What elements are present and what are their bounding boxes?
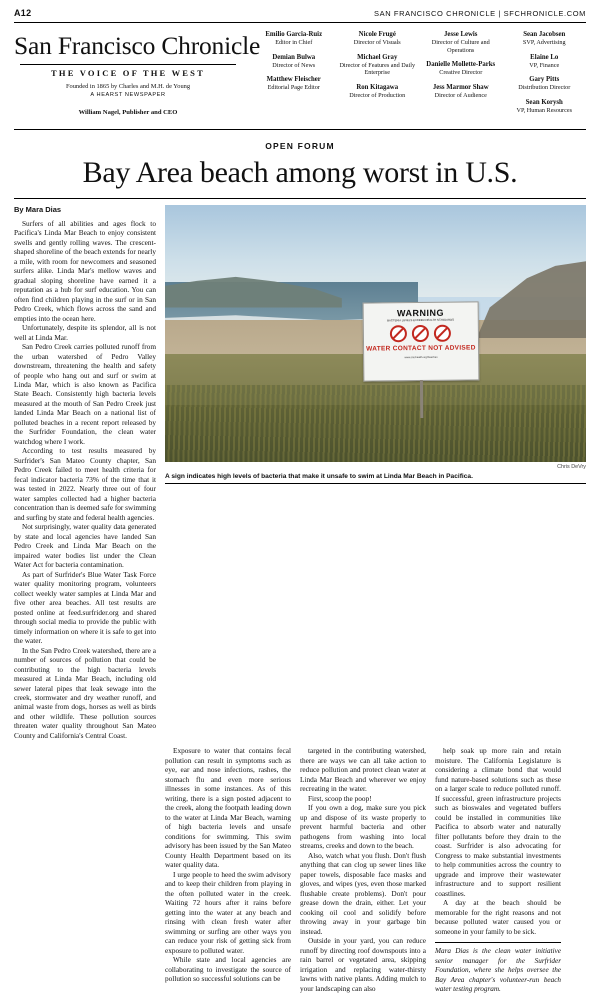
- byline: By Mara Dias: [14, 204, 62, 214]
- paragraph: Exposure to water that contains fecal pollution can result in symptoms such as eye, ear and nose infections, rashes, the stomach flu and even more serious illnesses in some instances. As of this writing, there is a sign posted adjacent to the creek, along the footpath leading down to the water at Linda Mar Beach, warning of high bacteria levels and unsafe conditions for swimming. This swim advisory has been issued by the San Mateo County Health Department based on its water quality data.: [165, 746, 291, 870]
- warning-sign-title: WARNING: [396, 308, 444, 319]
- lower-content: [0, 746, 600, 994]
- warning-sign-subtitle: BACTERIA LEVELS EXCEED HEALTH STANDARDS: [386, 318, 454, 323]
- paragraph: Not surprisingly, water quality data generated by state and local agencies have landed San Pedro Creek and Linda Mar Beach on the impaired water bodies list under the Clean Water Act for bacteria contamination.: [14, 522, 156, 570]
- paragraph: In the San Pedro Creek watershed, there are a number of sources of pollution that could be contributing to the high bacteria levels measured at Linda Mar Beach, including old sewer lateral pipes that leak sewage into the creek, stormwater and dry weather runoff, and animal waste from dogs, horses as well as birds and other wildlife. These pollution sources threaten water quality throughout San Mateo County and California's Central Coast.: [14, 645, 156, 740]
- staff-name: Nicole Frugé: [358, 31, 396, 38]
- staff-role: VP, Finance: [529, 61, 560, 69]
- staff-column-1: [252, 31, 336, 121]
- staff-entry: [339, 54, 417, 77]
- article-column-1: [14, 205, 156, 741]
- staff-column-3: [419, 31, 503, 121]
- staff-entry: [422, 84, 500, 100]
- staff-role: Creative Director: [439, 69, 483, 77]
- no-swimming-icon: [390, 326, 407, 343]
- divider-masthead: [14, 129, 586, 130]
- staff-role: Director of News: [272, 61, 316, 69]
- photo-caption: A sign indicates high levels of bacteria that make it unsafe to swim at Linda Mar Beach in Pacifica.: [165, 473, 586, 484]
- staff-entry: [255, 54, 333, 70]
- staff-name: Sean Jacobsen: [523, 31, 566, 38]
- staff-role: Director of Visuals: [353, 39, 401, 47]
- staff-column-2: [336, 31, 420, 121]
- flag: [14, 29, 261, 121]
- masthead: [0, 23, 600, 127]
- staff-role: Distribution Director: [518, 84, 571, 92]
- staff-entry: [339, 31, 417, 47]
- folio-bar: [0, 0, 600, 22]
- staff-entry: [506, 31, 584, 47]
- staff-entry: [506, 99, 584, 115]
- staff-entry: [255, 76, 333, 92]
- column-1-spacer: [14, 746, 156, 994]
- flag-divider: [20, 64, 236, 65]
- paper-owner: A HEARST NEWSPAPER: [90, 91, 166, 98]
- beach-photo: [165, 205, 586, 462]
- staff-column-4: [503, 31, 587, 121]
- staff-entry: [506, 54, 584, 70]
- staff-name: Matthew Fleischer: [266, 76, 321, 84]
- staff-name: Danielle Mollette-Parks: [426, 61, 496, 69]
- staff-role: Editorial Page Editor: [267, 84, 320, 92]
- staff-entry: [422, 31, 500, 54]
- warning-sign-message: WATER CONTACT NOT ADVISED: [365, 345, 476, 354]
- page-title: Bay Area beach among worst in U.S.: [82, 156, 518, 190]
- divider-headline: [14, 198, 586, 199]
- paper-founded: Founded in 1865 by Charles and M.H. de Young: [65, 82, 191, 90]
- staff-entry: [506, 76, 584, 92]
- staff-role: VP, Human Resources: [516, 106, 572, 114]
- no-wading-icon: [412, 326, 429, 343]
- staff-entry: [339, 84, 417, 100]
- staff-name: Elaine Lo: [530, 53, 559, 61]
- staff-role: Editor in Chief: [275, 39, 313, 47]
- page-number: A12: [14, 8, 32, 18]
- staff-role: Director of Features and Daily Enterprise: [339, 61, 416, 77]
- warning-sign-footer: www.smchealth.org/beaches: [404, 356, 438, 360]
- section-kicker: OPEN FORUM: [265, 141, 335, 152]
- staff-name: Michael Gray: [357, 53, 398, 61]
- paragraph: San Pedro Creek carries polluted runoff from the urban watershed of Pedro Valley downstream, threatening the health and safety of people who hang out and surf or swim at Linda Mar, which is also known as Pacifica State Beach. Consistently high bacteria levels measured at the mouth of San Pedro Creek just landed Linda Mar Beach on a national list of polluted beaches in a recent report released by the Surfrider Foundation, the clean water watchdog where I work.: [14, 342, 156, 446]
- paragraph: Outside in your yard, you can reduce runoff by directing roof downspouts into a rain barrel or vegetated area, skipping irrigation and replacing water-thirsty lawns with native plants. Adding mulch to your landscaping can also: [300, 936, 426, 993]
- staff-name: Emilio Garcia-Ruiz: [265, 31, 323, 38]
- paragraph: help soak up more rain and retain moisture. The California Legislature is considering a climate bond that would fund nature-based solutions such as these on a larger scale to reduce polluted runoff. If successful, green infrastructure projects such as bioswales and vegetated buffers could be installed in communities like Pacifica to absorb water and naturally filter pollutants before they drain to the coast. Surfrider is also advocating for Congress to make substantial investments to help communities across the country to upgrade and improve their wastewater infrastructure and to support resilient coastlines.: [435, 746, 561, 898]
- paragraph: According to test results measured by Surfrider's San Mateo County chapter, San Pedro Creek failed to meet health criteria for fecal indicator bacteria 73% of the time that it was tested in 2022. Nearly three out of four water samples collected had a higher bacteria concentration than is deemed safe for swimming and surfing by state and federal health agencies.: [14, 446, 156, 522]
- staff-role: Director of Culture and Operations: [431, 39, 490, 54]
- paragraph: Surfers of all abilities and ages flock to Pacifica's Linda Mar Beach to enjoy consistent swells and gently rolling waves. The crescent-shaped shoreline of the beach extends for nearly a mile, with room for newcomers and seasoned surfers alike. Linda Mar's mellow waves and gradual sloping shoreline have earned it a reputation as a hub for surf education. You can often find children playing in the surf or in San Pedro Creek, which flows across the sand and empties into the ocean here.: [14, 218, 156, 323]
- sign-post: [420, 380, 423, 418]
- author-bio: Mara Dias is the clean water initiative senior manager for the Surfrider Foundation, where she helps oversee the Bay Area chapter's volunteer-run beach water testing program.: [435, 942, 561, 995]
- paragraph: Unfortunately, despite its splendor, all is not well at Linda Mar.: [14, 323, 156, 342]
- staff-name: Demian Bulwa: [272, 53, 316, 61]
- paragraph: If you own a dog, make sure you pick up and dispose of its waste properly to prevent harmful bacteria and other pathogens from washing into local streams, creeks and down to the beach.: [300, 803, 426, 851]
- staff-role: Director of Audience: [434, 91, 487, 99]
- publication-line: SAN FRANCISCO CHRONICLE | SFCHRONICLE.COM: [374, 9, 586, 18]
- photo-credit: Chris DeVry: [557, 463, 586, 470]
- staff-name: Sean Korysh: [525, 98, 563, 106]
- paper-title: San Francisco Chronicle: [14, 31, 261, 60]
- paragraph: While state and local agencies are collaborating to investigate the source of pollution so successful solutions can be: [165, 955, 291, 984]
- staff-role: Director of Production: [349, 91, 406, 99]
- photo-dune-grass: [165, 385, 586, 462]
- staff-name: Jess Marmor Shaw: [432, 83, 489, 91]
- paragraph: First, scoop the poop!: [308, 793, 372, 803]
- paragraph: Also, watch what you flush. Don't flush anything that can clog up sewer lines like paper towels, disposable face masks and gloves, and wipes (yes, even those marked flushable create problems). Don't pour grease down the drain, either. Let your cooking oil cool and solidify before throwing away in your garbage bin instead.: [300, 850, 426, 936]
- staff-box: [252, 29, 586, 121]
- staff-entry: [422, 61, 500, 77]
- article-photo-block: [165, 205, 586, 741]
- article-column-3: [300, 746, 426, 994]
- paragraph: As part of Surfrider's Blue Water Task Force water quality monitoring program, volunteers collect weekly water samples at Linda Mar and five other area beaches. All test results are posted online at feed.surfrider.org and shared through social media to provide the public with timely information on where it is safe to get into the water.: [14, 569, 156, 646]
- staff-name: Gary Pitts: [529, 76, 560, 84]
- staff-name: Ron Kitagawa: [356, 83, 399, 91]
- no-surfing-icon: [434, 326, 451, 343]
- staff-entry: [255, 31, 333, 47]
- upper-content: [0, 205, 600, 741]
- paragraph: I urge people to heed the swim advisory and to keep their children from playing in the often polluted water in the creek. Waiting 72 hours after it rains before getting into the water at any beach and rinsing with clean fresh water after swimming or surfing are other ways you can reduce your risk of getting sick from exposure to polluted water.: [165, 869, 291, 955]
- article-column-2: [165, 746, 291, 994]
- article-column-4: [435, 746, 561, 994]
- paragraph: A day at the beach should be memorable for the right reasons and not because polluted water caused you or someone in your family to be sick.: [435, 898, 561, 936]
- staff-role: SVP, Advertising: [522, 39, 566, 47]
- warning-sign: [362, 302, 478, 382]
- warning-sign-icons: [364, 325, 478, 343]
- paper-publisher: William Nagel, Publisher and CEO: [78, 108, 178, 116]
- staff-name: Jesse Lewis: [444, 31, 478, 38]
- paper-tagline: THE VOICE OF THE WEST: [51, 67, 205, 78]
- paragraph: targeted in the contributing watershed, there are ways we can all take action to reduce pollution and protect clean water at Linda Mar Beach and wherever we enjoy recreating in the water.: [300, 746, 426, 794]
